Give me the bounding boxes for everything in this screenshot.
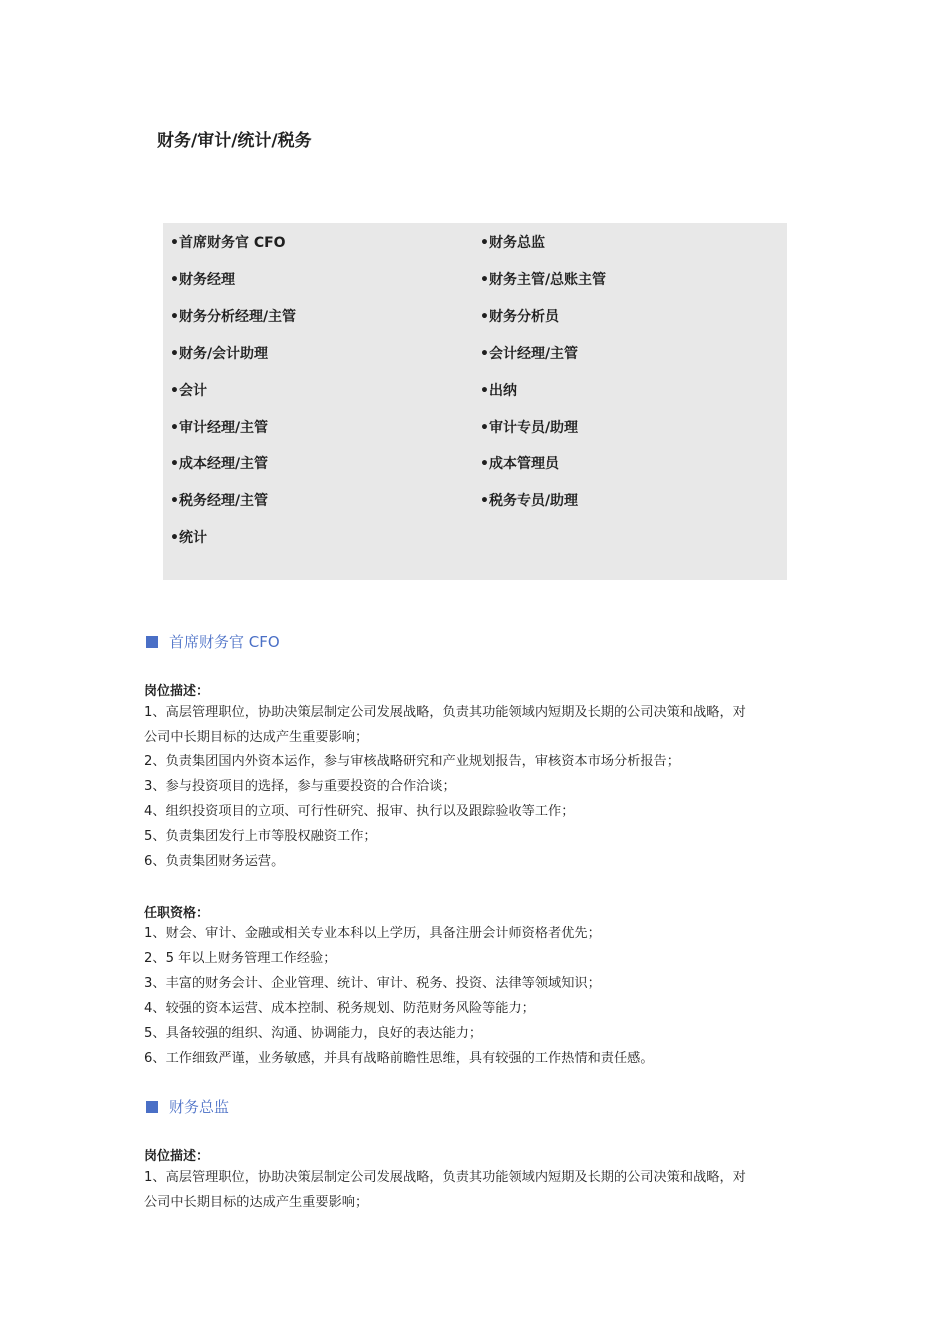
job-item[interactable]: •审计专员/助理 — [480, 420, 579, 436]
description-line: 6、负责集团财务运营。 — [144, 854, 285, 869]
job-description-label: 岗位描述： — [144, 684, 210, 699]
description-line: 5、负责集团发行上市等股权融资工作； — [144, 829, 377, 844]
job-item[interactable]: •首席财务官 CFO — [170, 235, 286, 251]
job-item[interactable]: •统计 — [170, 530, 207, 546]
job-item[interactable]: •税务经理/主管 — [170, 493, 269, 509]
job-item[interactable]: •成本经理/主管 — [170, 456, 269, 472]
description-line: 1、高层管理职位，协助决策层制定公司发展战略，负责其功能领域内短期及长期的公司决策和战略，对 — [144, 1170, 746, 1185]
description-line: 公司中长期目标的达成产生重要影响； — [144, 730, 369, 745]
qualification-line: 3、丰富的财务会计、企业管理、统计、审计、税务、投资、法律等领域知识； — [144, 976, 601, 991]
job-item[interactable]: •审计经理/主管 — [170, 420, 269, 436]
job-item[interactable]: •税务专员/助理 — [480, 493, 579, 509]
job-item[interactable]: •财务总监 — [480, 235, 545, 251]
job-item[interactable]: •财务/会计助理 — [170, 346, 269, 362]
page-title: 财务/审计/统计/税务 — [157, 131, 312, 151]
section-heading-text: 首席财务官 CFO — [169, 633, 280, 651]
description-line: 2、负责集团国内外资本运作，参与审核战略研究和产业规划报告，审核资本市场分析报告； — [144, 754, 680, 769]
job-item[interactable]: •会计 — [170, 383, 207, 399]
description-line: 公司中长期目标的达成产生重要影响； — [144, 1195, 369, 1210]
square-bullet-icon — [146, 1101, 158, 1113]
qualification-line: 5、具备较强的组织、沟通、协调能力，良好的表达能力； — [144, 1026, 483, 1041]
job-category-list — [163, 223, 787, 580]
job-description-label: 岗位描述： — [144, 1149, 210, 1164]
job-item[interactable]: •出纳 — [480, 383, 517, 399]
qualifications-label: 任职资格： — [144, 906, 210, 921]
description-line: 3、参与投资项目的选择，参与重要投资的合作洽谈； — [144, 779, 456, 794]
section-heading-text: 财务总监 — [169, 1098, 230, 1116]
section-heading-finance-director — [146, 1096, 229, 1117]
section-heading-cfo — [146, 631, 280, 652]
description-line: 4、组织投资项目的立项、可行性研究、报审、执行以及跟踪验收等工作； — [144, 804, 575, 819]
job-item[interactable]: •成本管理员 — [480, 456, 559, 472]
job-item[interactable]: •财务分析员 — [480, 309, 559, 325]
job-item[interactable]: •会计经理/主管 — [480, 346, 579, 362]
job-item[interactable]: •财务分析经理/主管 — [170, 309, 297, 325]
square-bullet-icon — [146, 636, 158, 648]
job-item[interactable]: •财务经理 — [170, 272, 235, 288]
job-item[interactable]: •财务主管/总账主管 — [480, 272, 607, 288]
qualification-line: 4、较强的资本运营、成本控制、税务规划、防范财务风险等能力； — [144, 1001, 535, 1016]
qualification-line: 6、工作细致严谨，业务敏感，并具有战略前瞻性思维，具有较强的工作热情和责任感。 — [144, 1051, 654, 1066]
description-line: 1、高层管理职位，协助决策层制定公司发展战略，负责其功能领域内短期及长期的公司决策和战略，对 — [144, 705, 746, 720]
qualification-line: 2、5 年以上财务管理工作经验； — [144, 951, 337, 966]
qualification-line: 1、财会、审计、金融或相关专业本科以上学历，具备注册会计师资格者优先； — [144, 926, 601, 941]
